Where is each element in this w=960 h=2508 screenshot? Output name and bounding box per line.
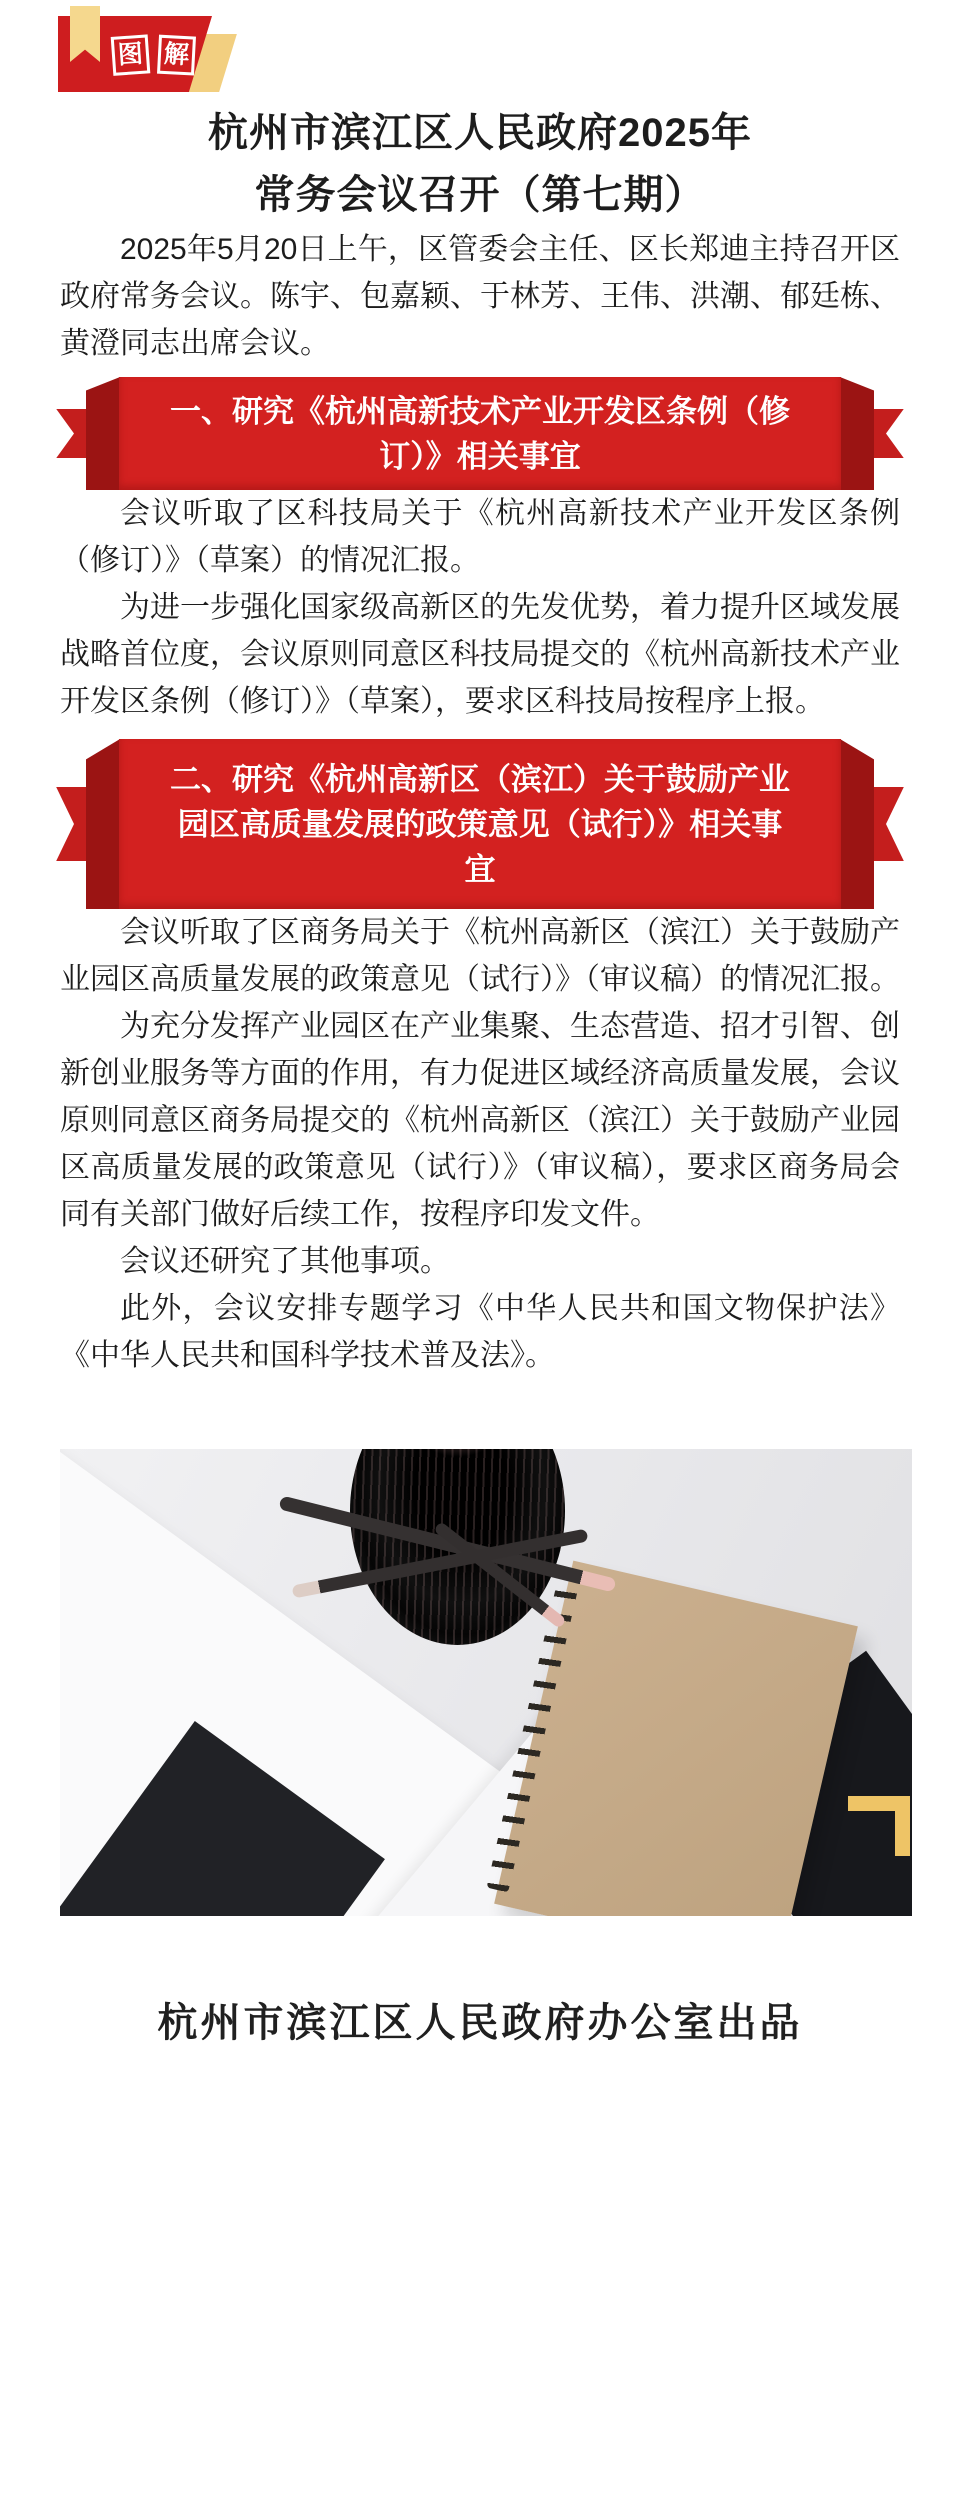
page-title-line1: 杭州市滨江区人民政府2025年 <box>208 111 752 155</box>
other-matters-paragraph: 会议还研究了其他事项。 <box>120 1245 450 1278</box>
badge-char-2: 解 <box>157 35 196 76</box>
intro-paragraph: 2025年5月20日上午，区管委会主任、区长郑迪主持召开区政府常务会议。陈宇、包嘉颖、于林芳、王伟、洪潮、郁廷栋、黄澄同志出席会议。 <box>60 233 900 360</box>
desk-photo <box>60 1449 912 1916</box>
ribbon-fold-left <box>86 739 120 909</box>
section2-heading-ribbon <box>60 739 900 909</box>
ribbon-fold-right <box>840 739 874 909</box>
section1-paragraph-1: 会议听取了区科技局关于《杭州高新技术产业开发区条例（修订）》（草案）的情况汇报。 <box>60 497 900 577</box>
badge-char-1: 图 <box>111 34 151 75</box>
tujie-badge <box>56 12 212 92</box>
section1-paragraph-2: 为进一步强化国家级高新区的先发优势，着力提升区域发展战略首位度，会议原则同意区科技局提交的《杭州高新技术产业开发区条例（修订）》（草案），要求区科技局按程序上报。 <box>60 591 900 718</box>
ribbon-fold-right <box>840 377 874 490</box>
badge-label <box>112 36 195 75</box>
article-body <box>60 226 900 2046</box>
section2-heading: 二、研究《杭州高新区（滨江）关于鼓励产业园区高质量发展的政策意见（试行）》相关事宜 <box>119 739 841 909</box>
section2-paragraph-2: 为充分发挥产业园区在产业集聚、生态营造、招才引智、创新创业服务等方面的作用，有力促进区域经济高质量发展，会议原则同意区商务局提交的《杭州高新区（滨江）关于鼓励产业园区高质量发展的政策意见（试行）》（审议稿），要求区商务局会同有关部门做好后续工作，按程序印发文件。 <box>60 1010 900 1231</box>
ribbon-fold-left <box>86 377 120 490</box>
section1-heading: 一、研究《杭州高新技术产业开发区条例（修订）》相关事宜 <box>119 377 841 490</box>
gold-corner-bracket <box>848 1796 910 1856</box>
study-paragraph: 此外，会议安排专题学习《中华人民共和国文物保护法》《中华人民共和国科学技术普及法》。 <box>60 1292 900 1372</box>
section1-heading-ribbon <box>60 377 900 490</box>
section2-paragraph-1: 会议听取了区商务局关于《杭州高新区（滨江）关于鼓励产业园区高质量发展的政策意见（试行）》（审议稿）的情况汇报。 <box>60 916 900 996</box>
page-title-line2: 常务会议召开（第七期） <box>254 173 706 217</box>
footer-credit: 杭州市滨江区人民政府办公室出品 <box>157 2001 803 2045</box>
